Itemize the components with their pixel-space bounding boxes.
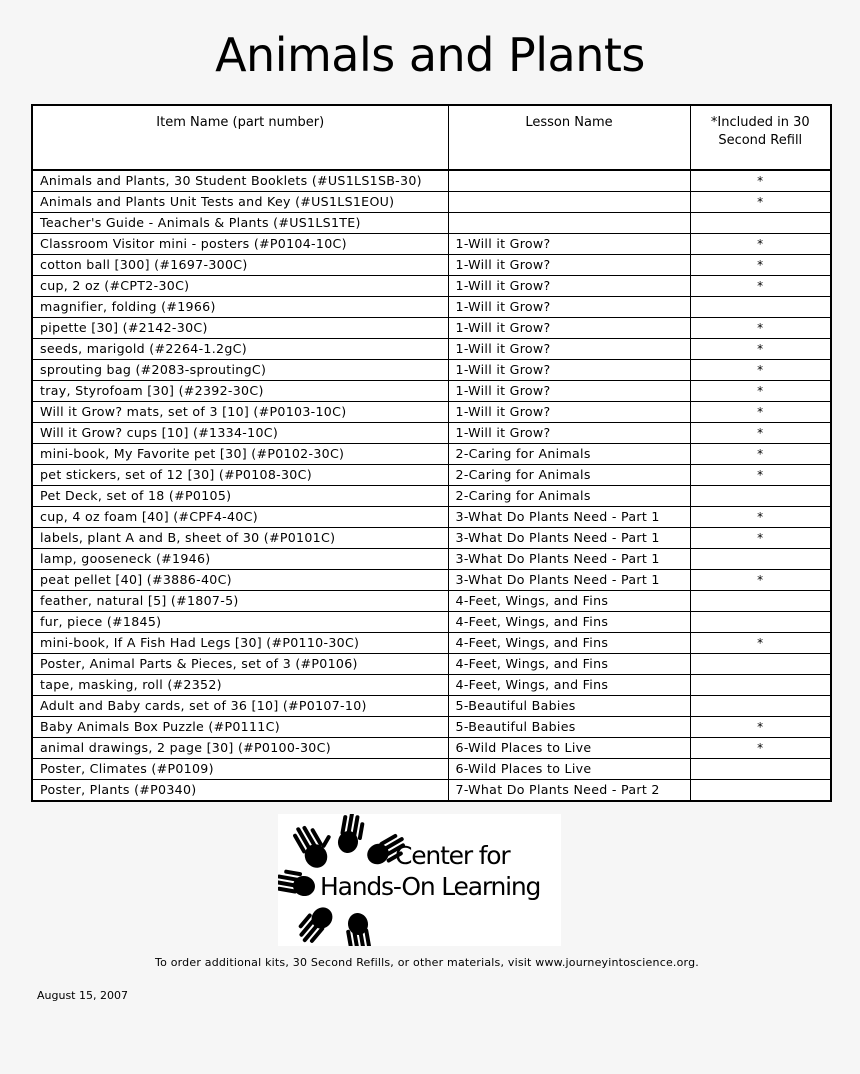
item-name-cell: Teacher's Guide - Animals & Plants (#US1LS1TE) xyxy=(32,213,448,234)
item-name-cell: Will it Grow? mats, set of 3 [10] (#P0103-10C) xyxy=(32,402,448,423)
item-name-cell: Poster, Animal Parts & Pieces, set of 3 (#P0106) xyxy=(32,654,448,675)
table-row xyxy=(32,234,831,255)
item-name-cell: lamp, gooseneck (#1946) xyxy=(32,549,448,570)
table-row xyxy=(32,381,831,402)
item-name-cell: magnifier, folding (#1966) xyxy=(32,297,448,318)
table-row xyxy=(32,402,831,423)
column-header-lesson-name: Lesson Name xyxy=(448,105,690,170)
lesson-name-cell: 1-Will it Grow? xyxy=(448,234,690,255)
refill-cell: * xyxy=(690,381,831,402)
item-name-cell: labels, plant A and B, sheet of 30 (#P0101C) xyxy=(32,528,448,549)
lesson-name-cell: 7-What Do Plants Need - Part 2 xyxy=(448,780,690,802)
lesson-name-cell: 1-Will it Grow? xyxy=(448,381,690,402)
refill-cell: * xyxy=(690,528,831,549)
lesson-name-cell: 6-Wild Places to Live xyxy=(448,759,690,780)
table-row xyxy=(32,507,831,528)
refill-cell: * xyxy=(690,255,831,276)
item-name-cell: sprouting bag (#2083-sproutingC) xyxy=(32,360,448,381)
refill-cell: * xyxy=(690,318,831,339)
lesson-name-cell: 4-Feet, Wings, and Fins xyxy=(448,612,690,633)
lesson-name-cell xyxy=(448,170,690,192)
table-row xyxy=(32,591,831,612)
lesson-name-cell: 4-Feet, Wings, and Fins xyxy=(448,675,690,696)
table-row xyxy=(32,486,831,507)
lesson-name-cell: 2-Caring for Animals xyxy=(448,465,690,486)
table-row xyxy=(32,759,831,780)
lesson-name-cell: 1-Will it Grow? xyxy=(448,255,690,276)
table-row xyxy=(32,549,831,570)
refill-cell: * xyxy=(690,402,831,423)
refill-cell: * xyxy=(690,717,831,738)
table-row xyxy=(32,192,831,213)
lesson-name-cell: 5-Beautiful Babies xyxy=(448,717,690,738)
table-row xyxy=(32,213,831,234)
table-row xyxy=(32,612,831,633)
table-row xyxy=(32,738,831,759)
lesson-name-cell: 4-Feet, Wings, and Fins xyxy=(448,633,690,654)
table-row xyxy=(32,276,831,297)
table-row xyxy=(32,297,831,318)
lesson-name-cell: 1-Will it Grow? xyxy=(448,423,690,444)
refill-cell xyxy=(690,759,831,780)
table-row xyxy=(32,570,831,591)
refill-cell: * xyxy=(690,507,831,528)
item-name-cell: peat pellet [40] (#3886-40C) xyxy=(32,570,448,591)
table-row xyxy=(32,360,831,381)
refill-cell xyxy=(690,780,831,802)
table-row xyxy=(32,633,831,654)
column-header-item-name: Item Name (part number) xyxy=(32,105,448,170)
lesson-name-cell: 2-Caring for Animals xyxy=(448,486,690,507)
table-row xyxy=(32,423,831,444)
table-row xyxy=(32,339,831,360)
center-logo xyxy=(278,814,561,946)
item-name-cell: Animals and Plants Unit Tests and Key (#US1LS1EOU) xyxy=(32,192,448,213)
lesson-name-cell: 1-Will it Grow? xyxy=(448,402,690,423)
item-name-cell: pipette [30] (#2142-30C) xyxy=(32,318,448,339)
item-name-cell: Will it Grow? cups [10] (#1334-10C) xyxy=(32,423,448,444)
lesson-name-cell xyxy=(448,213,690,234)
refill-cell xyxy=(690,612,831,633)
item-name-cell: Poster, Plants (#P0340) xyxy=(32,780,448,802)
item-name-cell: fur, piece (#1845) xyxy=(32,612,448,633)
item-name-cell: Animals and Plants, 30 Student Booklets (#US1LS1SB-30) xyxy=(32,170,448,192)
table-row xyxy=(32,654,831,675)
lesson-name-cell: 1-Will it Grow? xyxy=(448,297,690,318)
lesson-name-cell: 3-What Do Plants Need - Part 1 xyxy=(448,528,690,549)
item-name-cell: animal drawings, 2 page [30] (#P0100-30C) xyxy=(32,738,448,759)
refill-cell: * xyxy=(690,570,831,591)
item-name-cell: Poster, Climates (#P0109) xyxy=(32,759,448,780)
lesson-name-cell: 1-Will it Grow? xyxy=(448,339,690,360)
table-row xyxy=(32,717,831,738)
lesson-name-cell: 6-Wild Places to Live xyxy=(448,738,690,759)
item-name-cell: tray, Styrofoam [30] (#2392-30C) xyxy=(32,381,448,402)
item-name-cell: pet stickers, set of 12 [30] (#P0108-30C) xyxy=(32,465,448,486)
refill-cell: * xyxy=(690,360,831,381)
table-row xyxy=(32,465,831,486)
lesson-name-cell: 1-Will it Grow? xyxy=(448,360,690,381)
item-name-cell: feather, natural [5] (#1807-5) xyxy=(32,591,448,612)
refill-cell: * xyxy=(690,465,831,486)
refill-cell: * xyxy=(690,276,831,297)
table-row xyxy=(32,528,831,549)
item-name-cell: cup, 4 oz foam [40] (#CPF4-40C) xyxy=(32,507,448,528)
refill-cell xyxy=(690,591,831,612)
table-row xyxy=(32,444,831,465)
refill-cell: * xyxy=(690,444,831,465)
item-name-cell: mini-book, If A Fish Had Legs [30] (#P0110-30C) xyxy=(32,633,448,654)
table-row xyxy=(32,318,831,339)
item-name-cell: cotton ball [300] (#1697-300C) xyxy=(32,255,448,276)
table-row xyxy=(32,696,831,717)
materials-table xyxy=(31,104,832,802)
refill-cell xyxy=(690,549,831,570)
refill-cell: * xyxy=(690,170,831,192)
document-date: August 15, 2007 xyxy=(37,989,128,1002)
lesson-name-cell: 1-Will it Grow? xyxy=(448,276,690,297)
refill-cell xyxy=(690,654,831,675)
table-row xyxy=(32,255,831,276)
item-name-cell: seeds, marigold (#2264-1.2gC) xyxy=(32,339,448,360)
item-name-cell: Baby Animals Box Puzzle (#P0111C) xyxy=(32,717,448,738)
lesson-name-cell: 3-What Do Plants Need - Part 1 xyxy=(448,507,690,528)
lesson-name-cell: 4-Feet, Wings, and Fins xyxy=(448,591,690,612)
refill-cell: * xyxy=(690,192,831,213)
table-row xyxy=(32,675,831,696)
lesson-name-cell: 3-What Do Plants Need - Part 1 xyxy=(448,570,690,591)
lesson-name-cell xyxy=(448,192,690,213)
lesson-name-cell: 1-Will it Grow? xyxy=(448,318,690,339)
lesson-name-cell: 5-Beautiful Babies xyxy=(448,696,690,717)
refill-cell xyxy=(690,486,831,507)
refill-cell: * xyxy=(690,738,831,759)
item-name-cell: mini-book, My Favorite pet [30] (#P0102-30C) xyxy=(32,444,448,465)
refill-cell xyxy=(690,297,831,318)
refill-cell xyxy=(690,675,831,696)
table-row xyxy=(32,780,831,802)
table-row xyxy=(32,170,831,192)
table-body xyxy=(32,170,831,801)
lesson-name-cell: 2-Caring for Animals xyxy=(448,444,690,465)
lesson-name-cell: 4-Feet, Wings, and Fins xyxy=(448,654,690,675)
logo-line-2: Hands-On Learning xyxy=(320,872,541,901)
item-name-cell: Pet Deck, set of 18 (#P0105) xyxy=(32,486,448,507)
item-name-cell: cup, 2 oz (#CPT2-30C) xyxy=(32,276,448,297)
order-note: To order additional kits, 30 Second Refills, or other materials, visit www.journeyintoscience.org. xyxy=(155,956,699,969)
refill-cell xyxy=(690,696,831,717)
column-header-refill: *Included in 30 Second Refill xyxy=(690,105,831,170)
refill-cell xyxy=(690,213,831,234)
refill-cell: * xyxy=(690,633,831,654)
table-header-row xyxy=(32,105,831,170)
refill-cell: * xyxy=(690,423,831,444)
lesson-name-cell: 3-What Do Plants Need - Part 1 xyxy=(448,549,690,570)
refill-cell: * xyxy=(690,339,831,360)
item-name-cell: Classroom Visitor mini - posters (#P0104-10C) xyxy=(32,234,448,255)
page-title: Animals and Plants xyxy=(215,28,645,82)
refill-cell: * xyxy=(690,234,831,255)
item-name-cell: Adult and Baby cards, set of 36 [10] (#P0107-10) xyxy=(32,696,448,717)
logo-line-1: Center for xyxy=(395,841,510,870)
item-name-cell: tape, masking, roll (#2352) xyxy=(32,675,448,696)
